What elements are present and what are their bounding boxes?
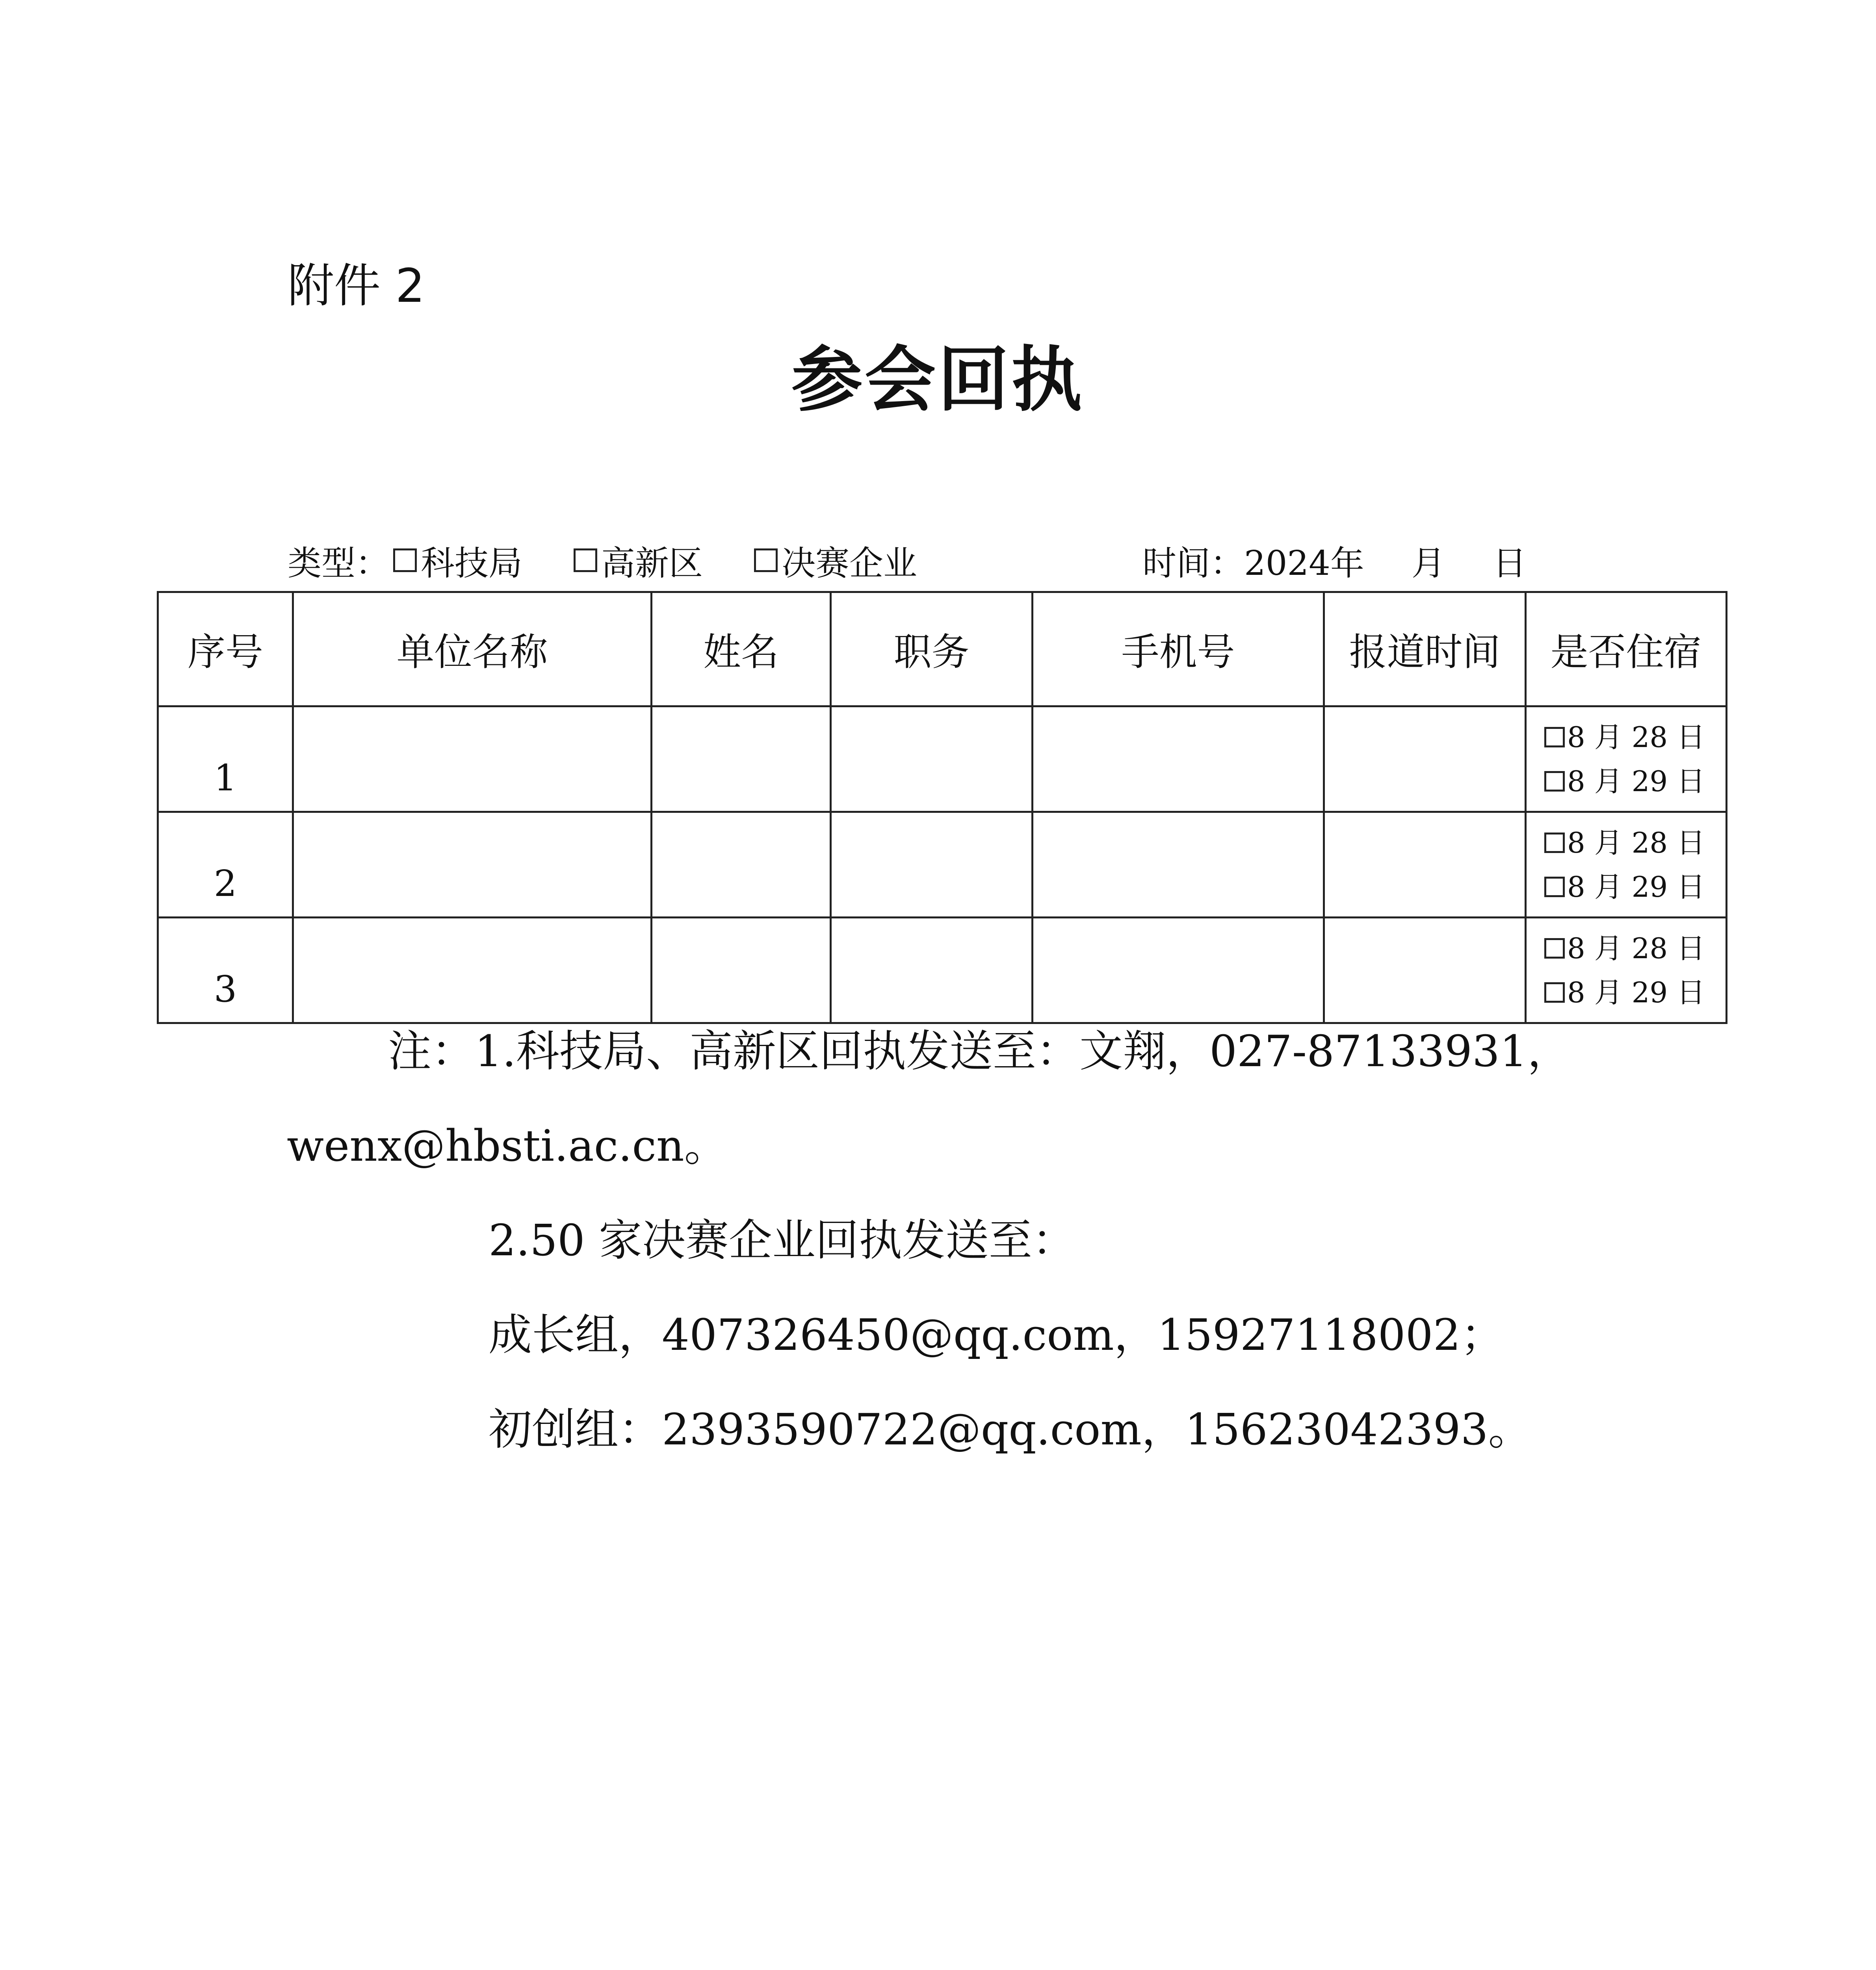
organization-cell[interactable] bbox=[293, 918, 652, 1023]
seq-cell: 2 bbox=[158, 812, 293, 918]
organization-cell[interactable] bbox=[293, 706, 652, 812]
name-cell[interactable] bbox=[652, 918, 831, 1023]
year-unit: 年 bbox=[1330, 544, 1364, 583]
note-line-1: 注：1.科技局、高新区回执发送至：文翔，027-87133931， bbox=[388, 1026, 1571, 1076]
table-row bbox=[158, 706, 1727, 812]
table-row bbox=[158, 918, 1727, 1023]
header-name: 姓名 bbox=[652, 592, 831, 706]
checkin-time-cell[interactable] bbox=[1324, 918, 1526, 1023]
header-organization: 单位名称 bbox=[293, 592, 652, 706]
lodging-option-aug28[interactable] bbox=[1544, 715, 1726, 759]
name-cell[interactable] bbox=[652, 812, 831, 918]
note-line-startup-group: 初创组：2393590722@qq.com，15623042393。 bbox=[489, 1404, 1532, 1455]
seq-cell: 3 bbox=[158, 918, 293, 1023]
day-unit: 日 bbox=[1492, 544, 1527, 583]
table-header-row bbox=[158, 592, 1727, 706]
checkbox-icon[interactable] bbox=[1544, 982, 1565, 1003]
position-cell[interactable] bbox=[831, 812, 1033, 918]
lodging-cell bbox=[1526, 918, 1727, 1023]
lodging-option-aug29[interactable] bbox=[1544, 759, 1726, 803]
checkbox-icon[interactable] bbox=[574, 548, 597, 572]
note-line-1-email: wenx@hbsti.ac.cn。 bbox=[287, 1121, 728, 1171]
lodging-option-aug29[interactable] bbox=[1544, 865, 1726, 909]
lodging-option-label: 8 月 29 日 bbox=[1567, 870, 1705, 903]
checkin-time-cell[interactable] bbox=[1324, 812, 1526, 918]
lodging-cell bbox=[1526, 812, 1727, 918]
phone-cell[interactable] bbox=[1033, 706, 1324, 812]
note-line-2: 2.50 家决赛企业回执发送至： bbox=[489, 1215, 1075, 1266]
lodging-option-aug28[interactable] bbox=[1544, 926, 1726, 970]
time-label: 时间： bbox=[1142, 544, 1244, 583]
type-option-bureau[interactable] bbox=[393, 536, 522, 585]
checkbox-icon[interactable] bbox=[1544, 877, 1565, 897]
name-cell[interactable] bbox=[652, 706, 831, 812]
checkin-time-cell[interactable] bbox=[1324, 706, 1526, 812]
header-position: 职务 bbox=[831, 592, 1033, 706]
lodging-option-aug29[interactable] bbox=[1544, 970, 1726, 1015]
checkbox-icon[interactable] bbox=[1544, 833, 1565, 853]
checkbox-icon[interactable] bbox=[1544, 938, 1565, 959]
type-label: 类型： bbox=[288, 544, 389, 583]
table-row bbox=[158, 812, 1727, 918]
type-option-hightech-zone[interactable] bbox=[574, 536, 703, 585]
type-option-label: 科技局 bbox=[421, 544, 522, 583]
type-option-label: 高新区 bbox=[601, 544, 703, 583]
phone-cell[interactable] bbox=[1033, 812, 1324, 918]
header-phone: 手机号 bbox=[1033, 592, 1324, 706]
registration-table bbox=[157, 591, 1727, 1024]
lodging-option-label: 8 月 28 日 bbox=[1567, 931, 1705, 965]
seq-cell: 1 bbox=[158, 706, 293, 812]
header-checkin-time: 报道时间 bbox=[1324, 592, 1526, 706]
year-value: 2024 bbox=[1244, 544, 1330, 583]
lodging-option-label: 8 月 28 日 bbox=[1567, 720, 1705, 754]
header-seq: 序号 bbox=[158, 592, 293, 706]
phone-cell[interactable] bbox=[1033, 918, 1324, 1023]
attachment-label: 附件 2 bbox=[288, 258, 425, 313]
note-line-growth-group: 成长组，407326450@qq.com，15927118002； bbox=[489, 1310, 1504, 1360]
page-title: 参会回执 bbox=[791, 338, 1085, 421]
time-field bbox=[1142, 536, 1527, 585]
position-cell[interactable] bbox=[831, 918, 1033, 1023]
lodging-option-label: 8 月 28 日 bbox=[1567, 826, 1705, 859]
lodging-option-label: 8 月 29 日 bbox=[1567, 764, 1705, 798]
organization-cell[interactable] bbox=[293, 812, 652, 918]
checkbox-icon[interactable] bbox=[393, 548, 417, 572]
lodging-option-label: 8 月 29 日 bbox=[1567, 976, 1705, 1009]
header-lodging: 是否住宿 bbox=[1526, 592, 1727, 706]
lodging-cell bbox=[1526, 706, 1727, 812]
checkbox-icon[interactable] bbox=[754, 548, 778, 572]
checkbox-icon[interactable] bbox=[1544, 727, 1565, 747]
lodging-option-aug28[interactable] bbox=[1544, 821, 1726, 865]
month-unit: 月 bbox=[1411, 544, 1445, 583]
type-option-label: 决赛企业 bbox=[782, 544, 917, 583]
type-option-finalist[interactable] bbox=[754, 536, 917, 585]
type-selector bbox=[288, 536, 968, 585]
position-cell[interactable] bbox=[831, 706, 1033, 812]
checkbox-icon[interactable] bbox=[1544, 771, 1565, 792]
